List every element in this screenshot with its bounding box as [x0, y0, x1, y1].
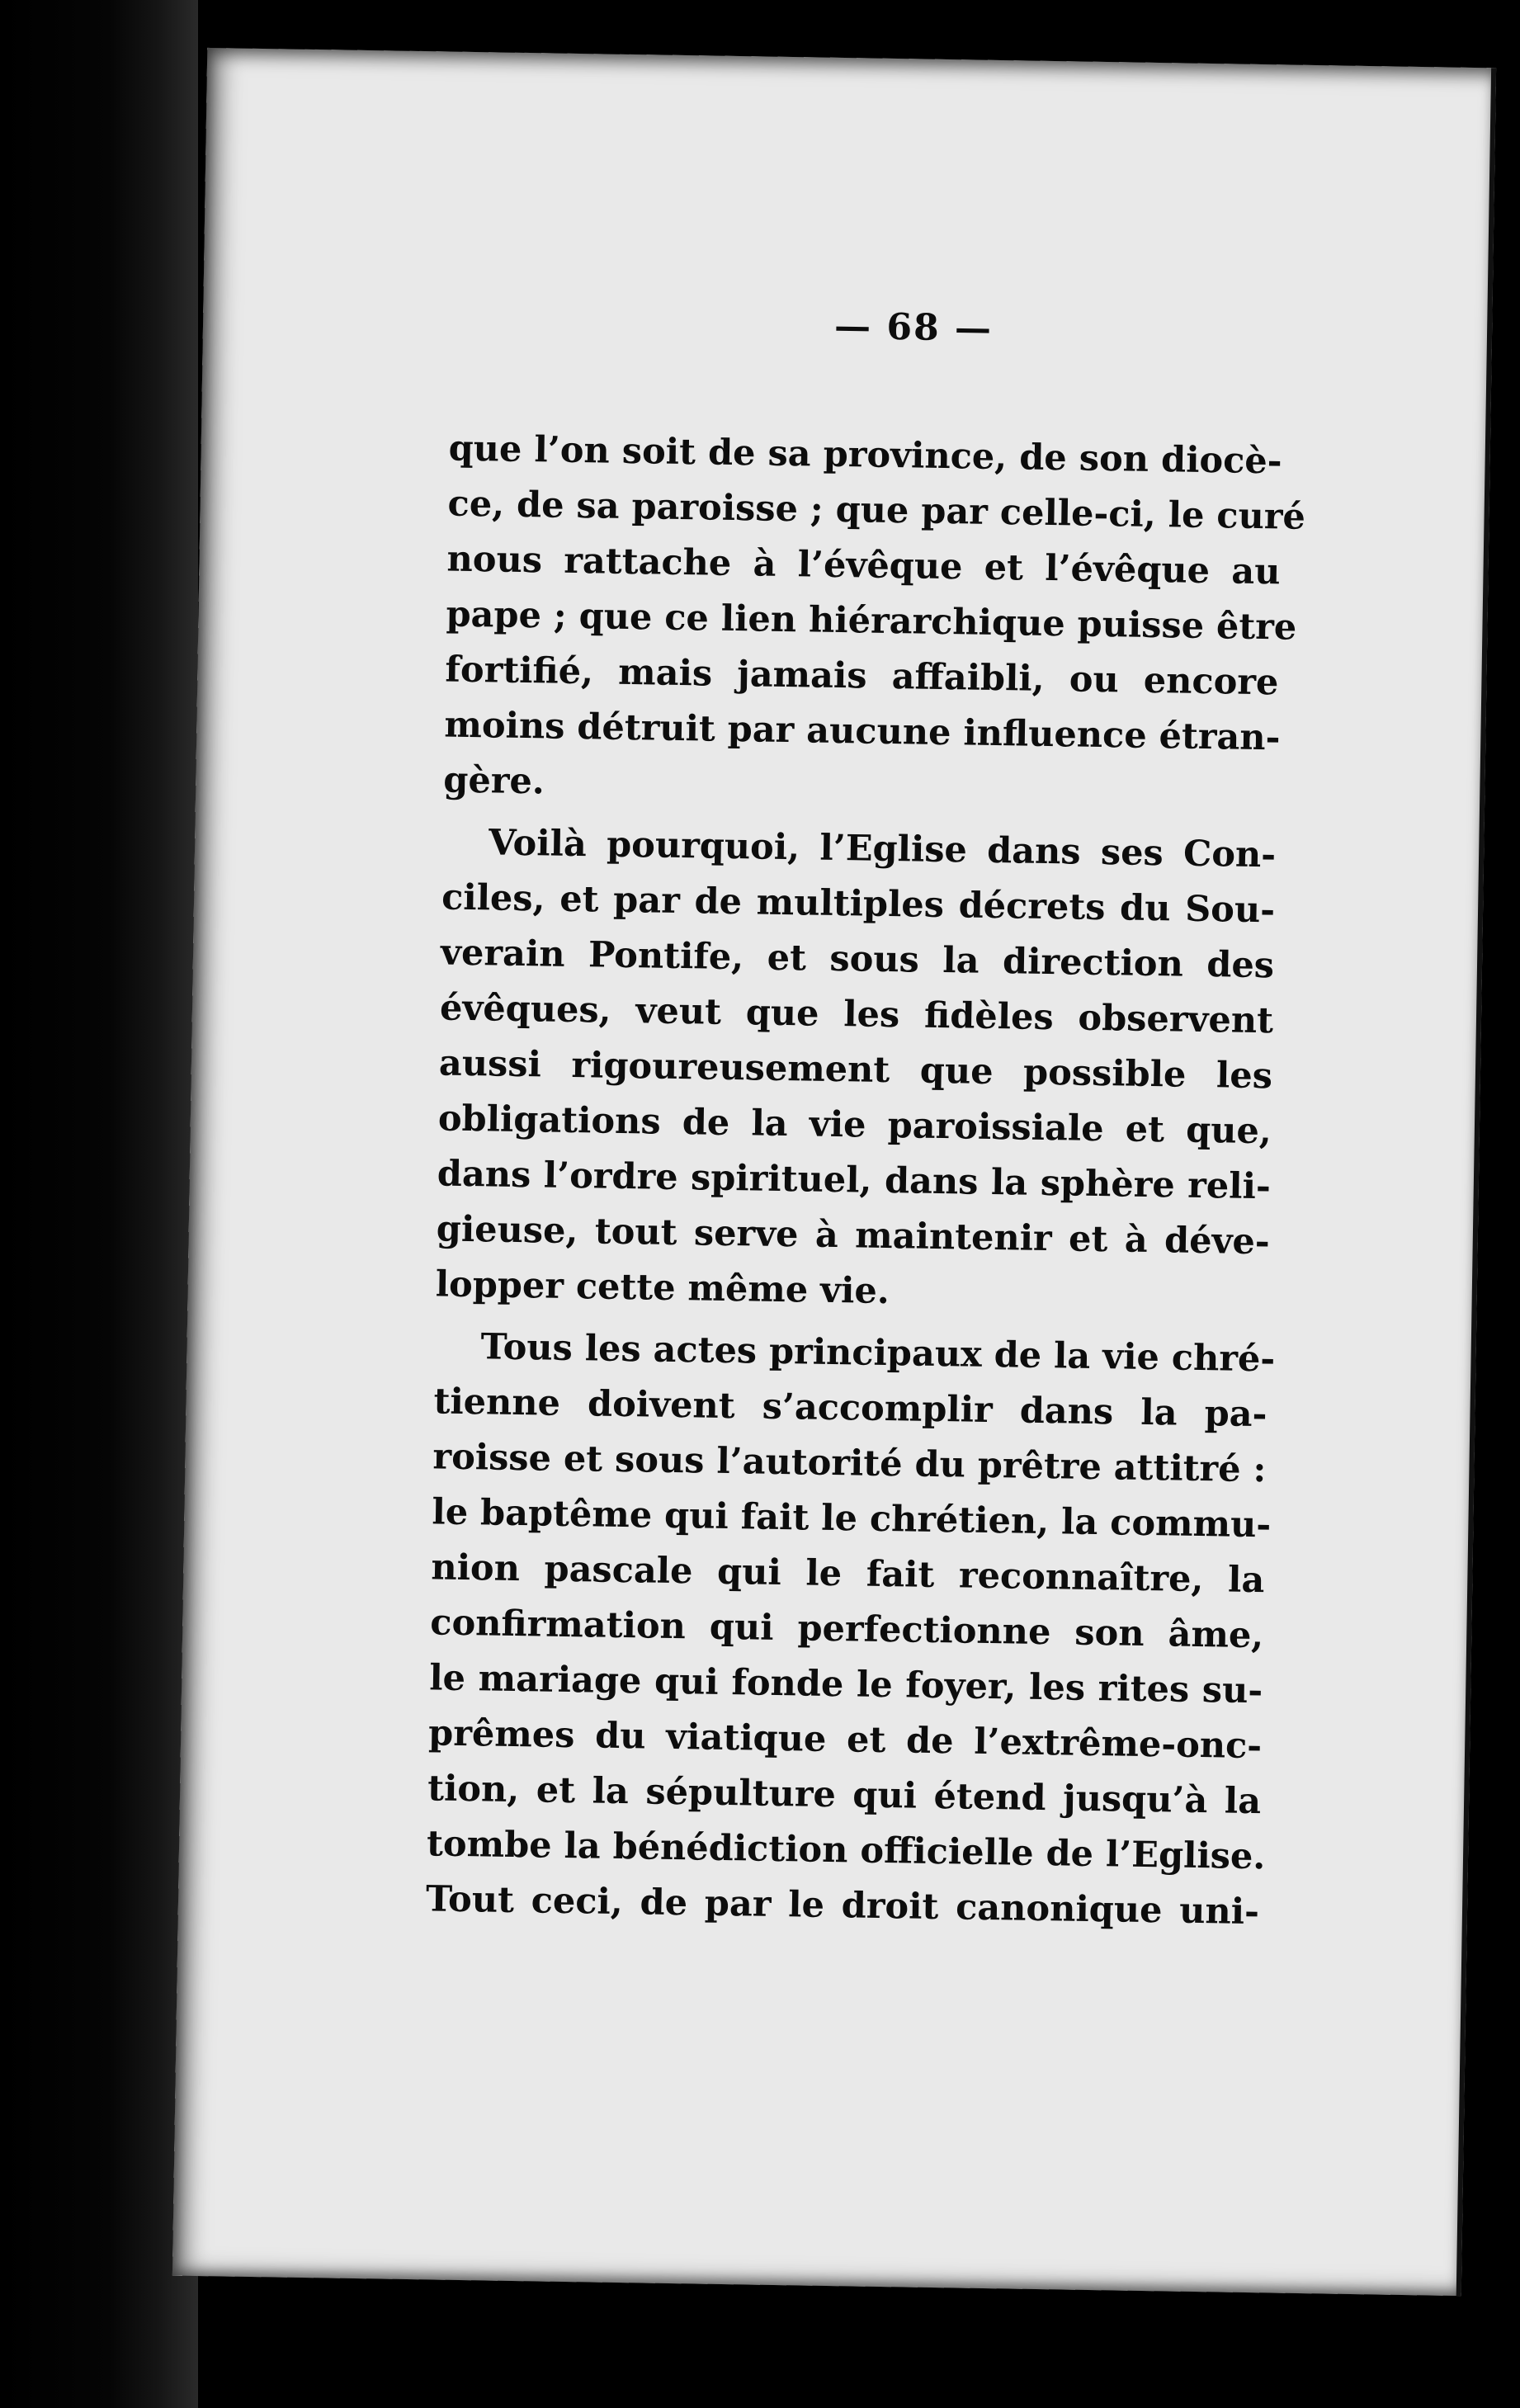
text-line: le mariage qui fonde le foyer, les rites su- [428, 1657, 1263, 1712]
paragraph [425, 1319, 1276, 1940]
paper-page [172, 48, 1496, 2296]
text-line: Voilà pourquoi, l’Eglise dans ses Con- [488, 822, 1277, 876]
text-line: que l’on soit de sa province, de son diocè- [448, 427, 1282, 483]
body-text [425, 422, 1306, 1941]
text-line: verain Pontife, et sous la direction des [440, 932, 1275, 987]
paragraph [435, 814, 1276, 1325]
text-line: gère. [443, 759, 545, 803]
text-line: fortifié, mais jamais affaibli, ou encore [445, 649, 1279, 704]
text-line: gieuse, tout serve à maintenir et à déve- [436, 1208, 1271, 1263]
text-line: obligations de la vie paroissiale et que, [437, 1098, 1272, 1153]
text-line: aussi rigoureusement que possible les [438, 1042, 1273, 1098]
text-line: le baptême qui fait le chrétien, la commu- [432, 1491, 1272, 1546]
text-line: nion pascale qui le fait reconnaître, la [431, 1546, 1265, 1602]
text-line: tombe la bénédiction officielle de l’Eglise. [426, 1823, 1266, 1878]
text-line: pape ; que ce lien hiérarchique puisse être [446, 593, 1297, 649]
page-edge [1456, 68, 1496, 2296]
text-line: Tous les actes principaux de la vie chré- [480, 1326, 1276, 1381]
book-spine [0, 0, 198, 2408]
text-line: prêmes du viatique et de l’extrême-onc- [427, 1712, 1263, 1768]
paragraph [443, 422, 1306, 822]
page-number: — 68 — [833, 305, 994, 350]
text-line: roisse et sous l’autorité du prêtre attitré : [432, 1436, 1267, 1491]
text-line: moins détruit par aucune influence étran- [444, 704, 1281, 759]
text-line: dans l’ordre spirituel, dans la sphère reli- [437, 1153, 1272, 1208]
text-line: évêques, veut que les fidèles observent [439, 987, 1274, 1042]
text-line: tion, et la sépulture qui étend jusqu’à la [427, 1768, 1262, 1823]
text-line: ciles, et par de multiples décrets du Sou- [441, 876, 1276, 932]
text-line: ce, de sa paroisse ; que par celle-ci, le curé [447, 483, 1306, 538]
text-line: Tout ceci, de par le droit canonique uni- [425, 1878, 1260, 1933]
text-line: nous rattache à l’évêque et l’évêque au [446, 538, 1281, 593]
text-line: tienne doivent s’accomplir dans la pa- [433, 1381, 1267, 1436]
text-line: confirmation qui perfectionne son âme, [429, 1602, 1264, 1657]
text-line: lopper cette même vie. [435, 1263, 890, 1313]
